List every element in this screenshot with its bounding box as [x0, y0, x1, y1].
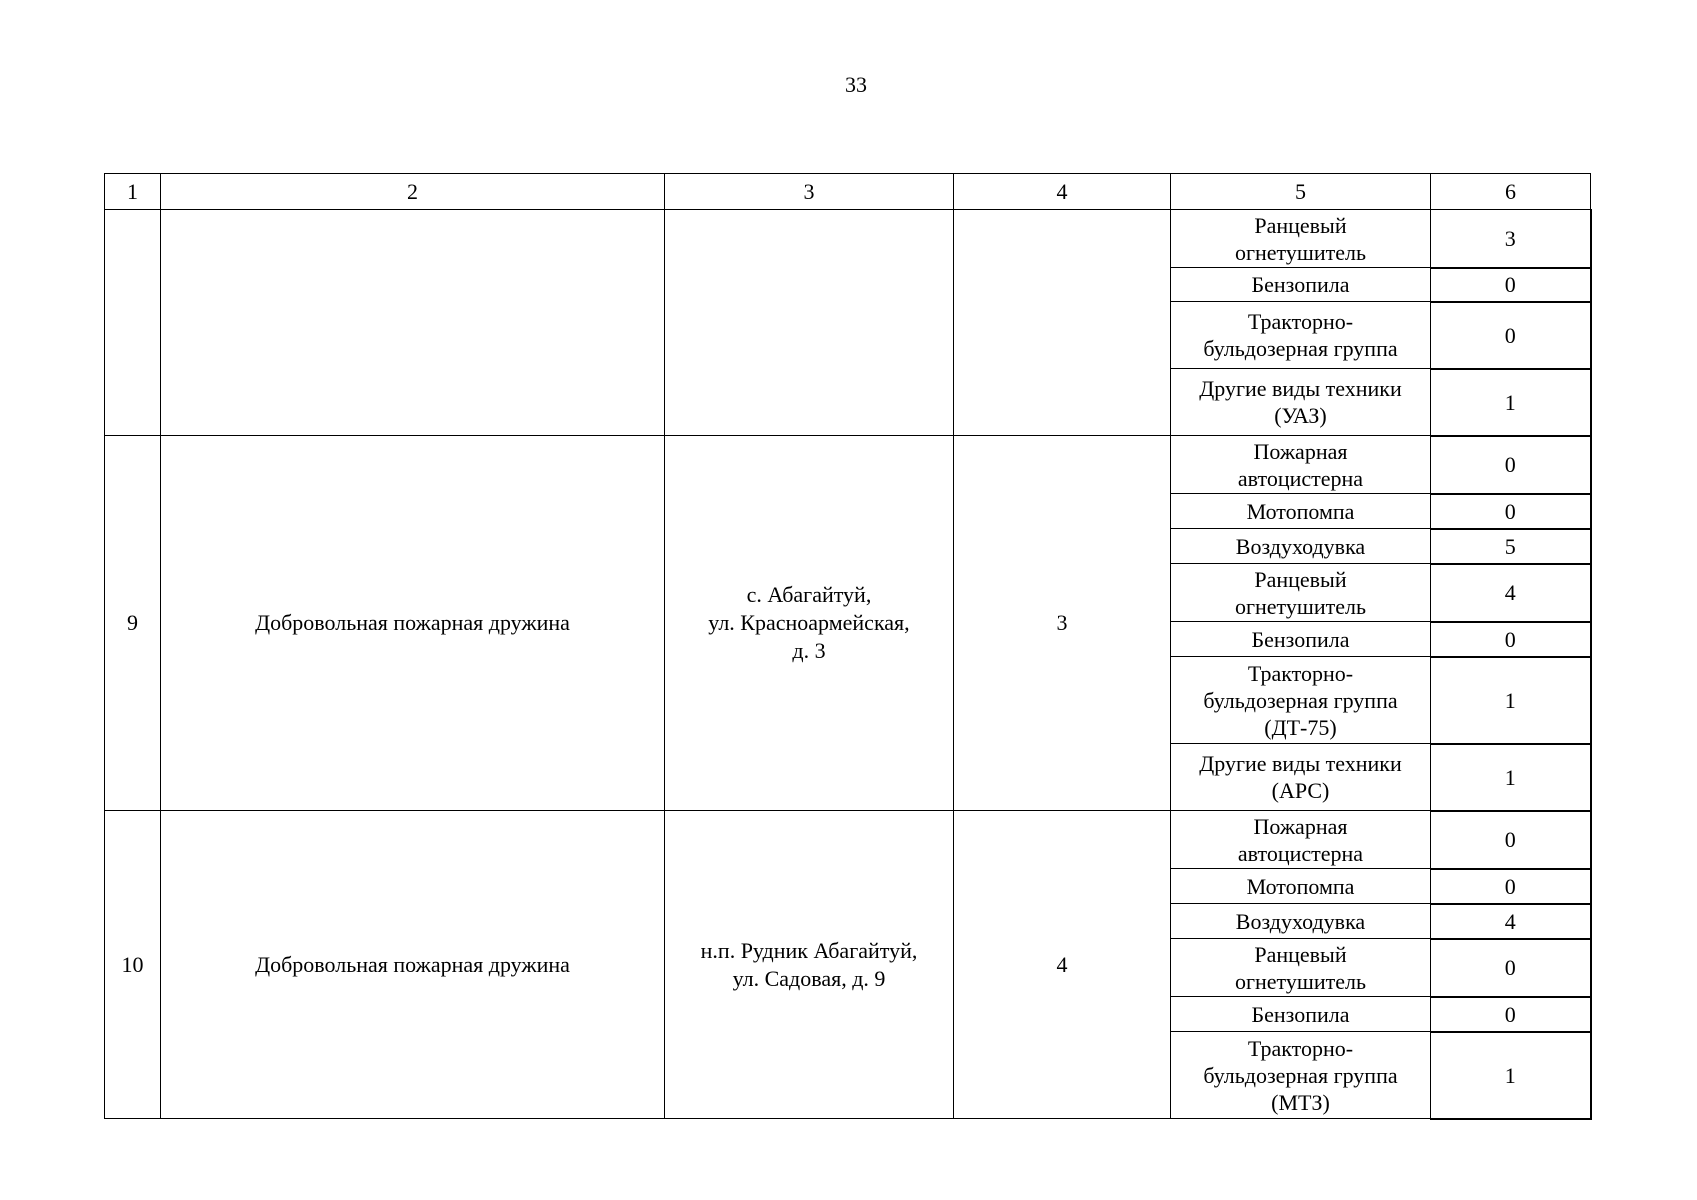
equipment-name: Тракторно- бульдозерная группа (ДТ-75)	[1171, 657, 1431, 744]
cell-count-empty	[954, 210, 1171, 436]
column-number-row	[105, 174, 1591, 210]
unit-address: с. Абагайтуй, ул. Красноармейская, д. 3	[665, 436, 954, 811]
column-number: 5	[1171, 174, 1431, 210]
unit-count: 4	[954, 811, 1171, 1119]
equipment-value: 1	[1431, 1032, 1591, 1119]
unit-type: Добровольная пожарная дружина	[161, 811, 665, 1119]
equipment-value: 4	[1431, 904, 1591, 939]
equipment-value: 0	[1431, 939, 1591, 997]
row-number: 9	[105, 436, 161, 811]
table-row	[105, 210, 1591, 268]
equipment-name: Бензопила	[1171, 997, 1431, 1032]
equipment-name: Ранцевый огнетушитель	[1171, 939, 1431, 997]
equipment-name: Воздуходувка	[1171, 529, 1431, 564]
column-number: 2	[161, 174, 665, 210]
equipment-value: 0	[1431, 811, 1591, 869]
equipment-name: Бензопила	[1171, 268, 1431, 302]
equipment-value: 1	[1431, 657, 1591, 744]
equipment-value: 3	[1431, 210, 1591, 268]
table-row	[105, 811, 1591, 869]
cell-address-empty	[665, 210, 954, 436]
equipment-name: Мотопомпа	[1171, 869, 1431, 904]
unit-address: н.п. Рудник Абагайтуй, ул. Садовая, д. 9	[665, 811, 954, 1119]
page-number: 33	[845, 72, 867, 97]
equipment-name: Тракторно- бульдозерная группа	[1171, 302, 1431, 369]
equipment-name: Бензопила	[1171, 622, 1431, 657]
equipment-value: 0	[1431, 622, 1591, 657]
column-number: 3	[665, 174, 954, 210]
row-number: 10	[105, 811, 161, 1119]
equipment-value: 4	[1431, 564, 1591, 622]
equipment-name: Воздуходувка	[1171, 904, 1431, 939]
equipment-name: Другие виды техники (АРС)	[1171, 744, 1431, 811]
equipment-value: 0	[1431, 436, 1591, 494]
column-number: 4	[954, 174, 1171, 210]
equipment-name: Пожарная автоцистерна	[1171, 811, 1431, 869]
equipment-name: Мотопомпа	[1171, 494, 1431, 529]
equipment-name: Ранцевый огнетушитель	[1171, 564, 1431, 622]
equipment-value: 0	[1431, 997, 1591, 1032]
cell-num-empty	[105, 210, 161, 436]
equipment-value: 0	[1431, 869, 1591, 904]
equipment-name: Пожарная автоцистерна	[1171, 436, 1431, 494]
equipment-table	[104, 173, 1592, 1120]
equipment-value: 0	[1431, 494, 1591, 529]
equipment-name: Ранцевый огнетушитель	[1171, 210, 1431, 268]
equipment-value: 1	[1431, 369, 1591, 436]
equipment-value: 5	[1431, 529, 1591, 564]
column-number: 1	[105, 174, 161, 210]
equipment-value: 0	[1431, 302, 1591, 369]
equipment-name: Другие виды техники (УАЗ)	[1171, 369, 1431, 436]
unit-type: Добровольная пожарная дружина	[161, 436, 665, 811]
equipment-value: 0	[1431, 268, 1591, 302]
table-row	[105, 436, 1591, 494]
column-number: 6	[1431, 174, 1591, 210]
equipment-name: Тракторно- бульдозерная группа (МТЗ)	[1171, 1032, 1431, 1119]
cell-type-empty	[161, 210, 665, 436]
unit-count: 3	[954, 436, 1171, 811]
equipment-value: 1	[1431, 744, 1591, 811]
